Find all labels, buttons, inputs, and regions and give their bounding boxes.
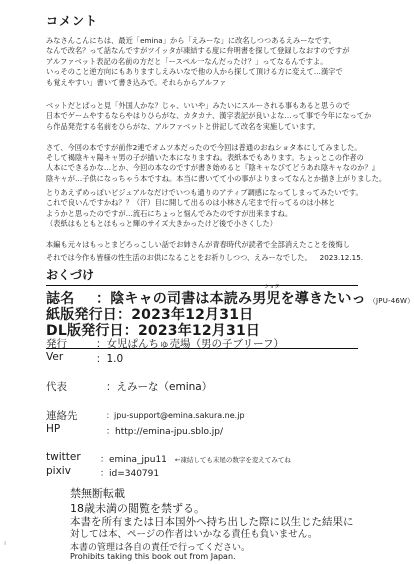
text-line: みなさんこんにちは、最近「emina」から「えみーな」に改名しつつあるえみーなです。 xyxy=(46,36,336,45)
colophon-heading: おくづけ xyxy=(46,268,95,282)
legal-line-3: 本書の管理は各自の責任で行ってください。 xyxy=(70,543,251,553)
contact-label: 連絡先 xyxy=(46,410,78,422)
twitter-note: ←凍結しても末尾の数字を変えてみてね xyxy=(174,456,291,464)
twitter-handle[interactable]: ：emina_jpu11 xyxy=(100,455,167,465)
publisher-label: 発行 xyxy=(46,338,67,350)
legal-line-2: 対しては本、ページの作者はいかなる責任も負いません。 xyxy=(70,529,318,540)
twitter-value-wrap xyxy=(100,452,291,465)
comment-heading: コメント xyxy=(46,14,99,28)
text-line: これで良いんですかね？？（汗）目に開して出るのは小林さん宅まで行ってるのは小林と xyxy=(46,198,336,208)
text-line: 陰キャが…子供になっちゃう本ですね。本当に書いてて小の事がよりまってなんとか描き上がりました。 xyxy=(46,173,387,183)
paper-date-value: ：2023年12月31日 xyxy=(117,307,254,323)
book-code: （JPU-46W） xyxy=(368,297,414,305)
paper-date-label: 紙版発行日 xyxy=(46,307,117,323)
text-line: 人本にできるかな…とか、今回の本なのですが書き始めると『陰キャなびてどうあれ陰キャなのか？』 xyxy=(46,163,379,173)
text-line: 日本でゲームやするならやはりひらがな、カタカナ、漢字表記が良いよな…って事で今年になってか xyxy=(46,111,372,121)
version-value: ：1.0 xyxy=(96,353,124,365)
text-line: ベットだとぱっと見「外国人かな？じゃ、いいや」みたいにスルーされる事もあると思うので xyxy=(46,101,350,110)
comment-paragraph-2 xyxy=(46,101,387,184)
book-title-ruby: ショタ xyxy=(264,284,280,290)
comment-closing xyxy=(46,253,363,263)
version-label: Ver xyxy=(46,351,64,363)
english-notice: Prohibits taking this book out from Japan. xyxy=(70,552,236,561)
comment-date: 2023.12.15. xyxy=(319,253,364,262)
comment-paragraph-1 xyxy=(46,36,372,88)
text-line xyxy=(46,132,372,142)
book-title-value: ：陰キャの司書は本読み男児を導きたいっ xyxy=(96,291,366,307)
dl-date-label: DL版発行日 xyxy=(46,323,124,339)
pixiv-label: pixiv xyxy=(46,465,71,477)
text-line: とりあえずめっぽいビジュアルなだけでいつも通りのアティブ調感になってしまってみたいです。 xyxy=(46,188,363,197)
text-line: も覚えやすい」書いて書き込みで。それらからアルファ xyxy=(46,77,227,87)
comment-paragraph-3 xyxy=(46,188,372,250)
text-line: アルファベット表記の名前の方だと「ースペル一なんだったけ？」ってなるんですよ。 xyxy=(46,56,328,66)
version-row xyxy=(46,351,124,365)
legal-line-1: 本書を所有または日本国外へ持ち出した際に以生じた結果に xyxy=(70,516,354,528)
divider-mid xyxy=(46,348,358,349)
legal-notice-2 xyxy=(70,528,317,542)
text-line: そして褐陰キャ陽キャ男の子が描いた本になりますね。表紙本でもあります。ちょっとこの作者の xyxy=(46,153,364,163)
pixiv-row xyxy=(46,465,71,477)
text-line: なんで改名？って話なんですがツイッタが凍結する度に弁明書を探して登録しなおすのですが xyxy=(46,46,350,56)
twitter-row xyxy=(46,451,81,463)
divider-top xyxy=(46,285,358,286)
contact-row xyxy=(46,408,78,423)
no-reprint-warning: 禁無断転載 xyxy=(70,487,125,500)
corner-mark: ≀ xyxy=(4,540,7,547)
legal-notice xyxy=(70,515,354,529)
representative-label: 代表 xyxy=(46,381,67,393)
homepage-link[interactable]: ：http://emina-jpu.sblo.jp/ xyxy=(106,427,223,437)
twitter-label: twitter xyxy=(46,451,81,463)
text-line: いっそのこと逆方向にもありますしえみいなで他の人から探して頂ける方に変えて…漢字で xyxy=(46,67,343,77)
text-line: 本編も元々はもっとまどろっこしい話でお姉さんが青春時代が読者で全部消えたことを後悔し xyxy=(46,240,350,250)
representative-row xyxy=(46,379,213,394)
homepage-label: HP xyxy=(46,423,61,435)
text-line xyxy=(46,230,372,240)
book-title-label: 誌名 xyxy=(46,291,75,307)
legal-notice-en xyxy=(70,549,236,564)
publisher-value: ：女児ぱんちゅ売場（男の子ブリーフ） xyxy=(96,338,285,350)
dl-date-value: ：2023年12月31日 xyxy=(123,323,261,339)
text-line: ようかと思ったのですが…流石にちょっと悩んでみたのですが出来ますね。 xyxy=(46,208,293,218)
age-restriction-warning: 18歳未満の閲覧を禁ずる。 xyxy=(70,502,205,515)
homepage-row xyxy=(46,423,60,435)
contact-value[interactable]: ：jpu-support@emina.sakura.ne.jp xyxy=(106,411,245,420)
representative-value: ：えみーな（emina） xyxy=(106,381,213,393)
closing-text: それでは今作も皆様の性生活のお供になることをお祈りしつつ、えみーなでした。 xyxy=(46,253,312,262)
text-line: （表紙はもともとほもっと輝のサイズ大きかったけど後で小さくした） xyxy=(46,219,278,229)
text-line: さて、今回の本ですが前作2連でオムツ本だったので今回は普通のおねショタ本にしてみました。 xyxy=(46,142,362,152)
pixiv-value[interactable]: ：id=340791 xyxy=(100,469,160,479)
text-line: ら作品発売する名前をひらがな、アルファベットと併記して改名を実施しています。 xyxy=(46,121,321,131)
